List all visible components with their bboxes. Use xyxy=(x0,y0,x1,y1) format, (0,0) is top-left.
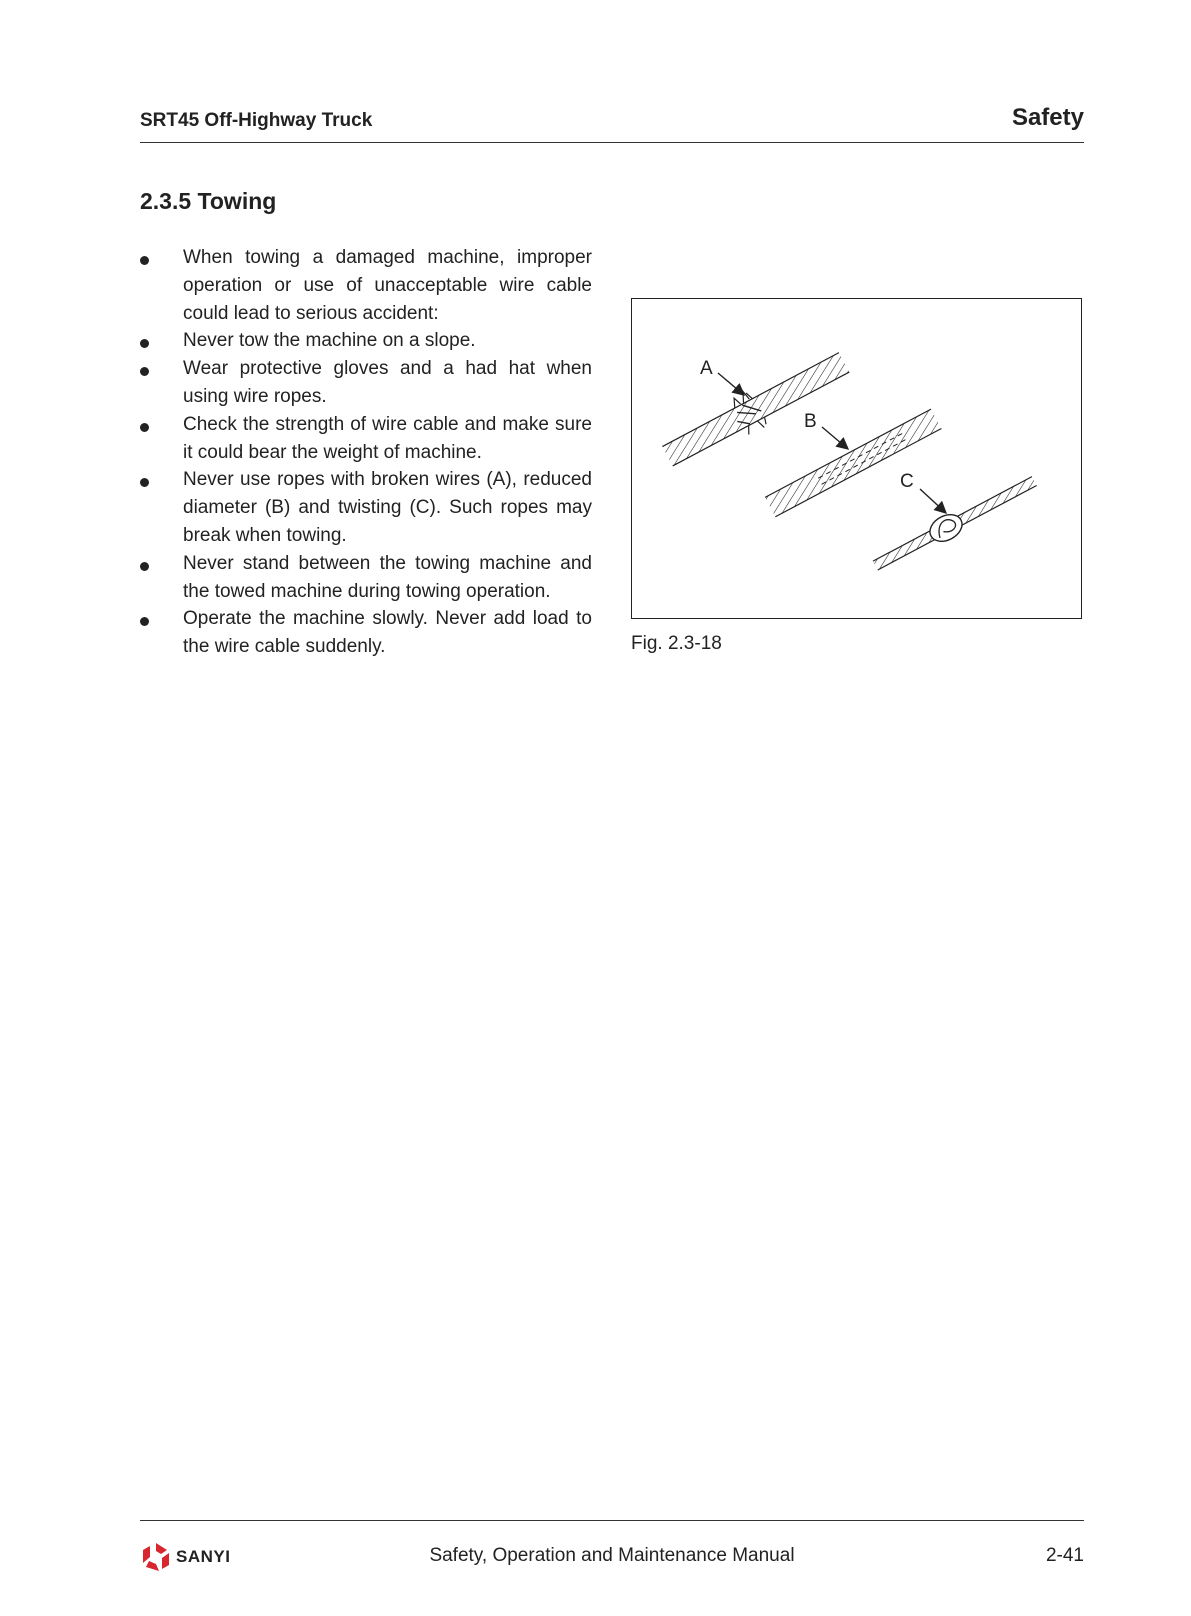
wire-rope-illustration xyxy=(632,299,1080,617)
rope-reduced-diameter xyxy=(765,409,941,517)
bullet-text: Never tow the machine on a slope. xyxy=(183,330,476,352)
wire-rope-figure xyxy=(631,298,1082,619)
bullet-item xyxy=(140,244,592,327)
figure-label-b: B xyxy=(804,411,817,432)
bullet-dot-icon xyxy=(140,256,149,265)
page-number: 2-41 xyxy=(1045,1545,1084,1566)
section-title: 2.3.5 Towing xyxy=(140,188,277,214)
bullet-dot-icon xyxy=(140,562,149,571)
bullet-text: Check the strength of wire cable and make sure it could bear the weight of machine. xyxy=(183,413,592,463)
bullet-text: Never stand between the towing machine and the towed machine during towing operation. xyxy=(183,552,592,602)
bullet-dot-icon xyxy=(140,367,149,376)
logo-text: SANYI xyxy=(176,1547,231,1566)
rope-broken-wires xyxy=(657,343,853,474)
page-footer xyxy=(140,1520,1084,1571)
bullet-dot-icon xyxy=(140,423,149,432)
bullet-text: Wear protective gloves and a had hat when using wire ropes. xyxy=(183,358,592,407)
bullet-item xyxy=(140,327,592,355)
header-manual-title: SRT45 Off-Highway Truck xyxy=(140,110,373,131)
bullet-list xyxy=(140,244,592,661)
header-section-name: Safety xyxy=(1011,104,1084,131)
figure-label-c: C xyxy=(900,471,914,492)
bullet-text: Operate the machine slowly. Never add load to the wire cable suddenly. xyxy=(183,608,592,658)
page-header xyxy=(140,100,1084,143)
bullet-item xyxy=(140,411,592,467)
bullet-item xyxy=(140,466,592,549)
bullet-dot-icon xyxy=(140,617,149,626)
bullet-item xyxy=(140,355,592,411)
bullet-item xyxy=(140,605,592,661)
bullet-item xyxy=(140,550,592,606)
footer-manual-title: Safety, Operation and Maintenance Manual xyxy=(429,1545,795,1566)
figure-label-a: A xyxy=(700,358,713,379)
bullet-dot-icon xyxy=(140,339,149,348)
figure-caption: Fig. 2.3-18 xyxy=(631,633,722,654)
bullet-dot-icon xyxy=(140,478,149,487)
bullet-text: Never use ropes with broken wires (A), reduced diameter (B) and twisting (C). Such ropes may break when towing. xyxy=(183,469,592,546)
rope-twisted xyxy=(870,470,1040,576)
bullet-text: When towing a damaged machine, improper operation or use of unacceptable wire cable could lead to serious accident: xyxy=(183,247,592,324)
